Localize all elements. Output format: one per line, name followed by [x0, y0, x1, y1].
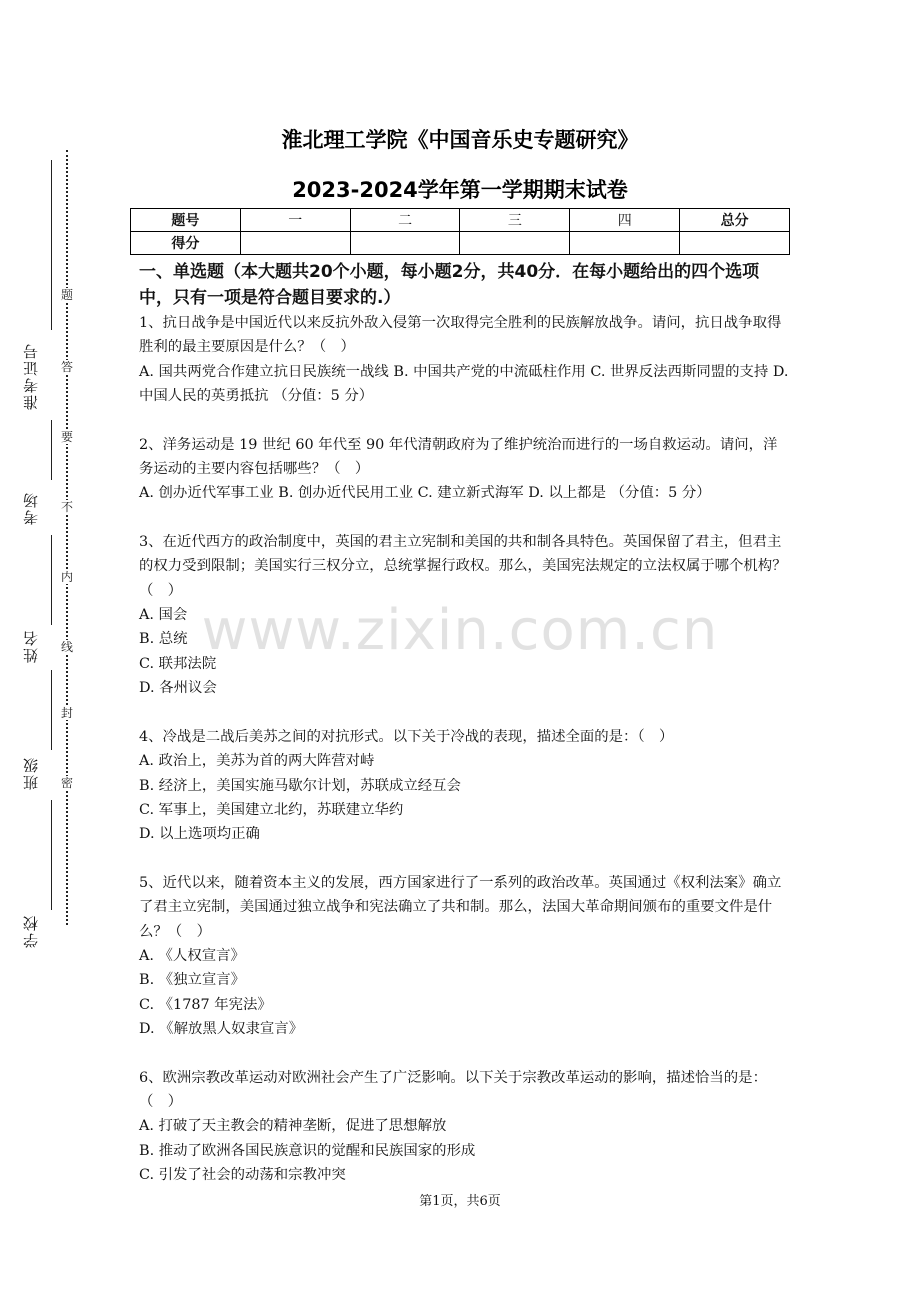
exam-room-field — [18, 420, 42, 525]
score-table-header-row — [131, 209, 790, 232]
seal-char: 要 — [60, 430, 73, 444]
school-line[interactable] — [51, 800, 52, 910]
seal-char: 密 — [60, 776, 73, 790]
exam-number-label: 准考证号 — [22, 342, 40, 410]
option-a: A. 《人权宣言》 — [139, 947, 245, 964]
score-header-cell: 题号 — [131, 209, 241, 232]
class-line[interactable] — [51, 670, 52, 750]
class-label: 班级 — [22, 756, 40, 790]
option-b: B. 《独立宣言》 — [139, 972, 246, 989]
option-d: D. 以上选项均正确 — [139, 826, 260, 843]
question-options: A. 国共两党合作建立抗日民族统一战线 B. 中国共产党的中流砥柱作用 C. 世界反法西斯同盟的支持 D. 中国人民的英勇抵抗 （分值：5 分） — [139, 363, 789, 405]
score-input-cell[interactable] — [350, 232, 460, 255]
option-a: A. 国会 — [139, 607, 188, 624]
page-footer: 第1页，共6页 — [419, 1194, 501, 1209]
score-table — [130, 208, 790, 255]
question-2 — [139, 433, 789, 506]
option-b: B. 推动了欧洲各国民族意识的觉醒和民族国家的形成 — [139, 1142, 476, 1159]
option-c: C. 《1787 年宪法》 — [139, 996, 272, 1013]
question-stem: 5、近代以来，随着资本主义的发展，西方国家进行了一系列的政治改革。英国通过《权利法案》确立了君主立宪制，美国通过独立战争和宪法确立了共和制。那么，法国大革命期间颁布的重要文件是什么？（ ） — [139, 874, 782, 940]
score-row-label: 得分 — [131, 232, 241, 255]
score-header-cell: 一 — [240, 209, 350, 232]
question-stem: 2、洋务运动是 19 世纪 60 年代至 90 年代清朝政府为了维护统治而进行的一场自救运动。请问，洋务运动的主要内容包括哪些？（ ） — [139, 436, 778, 478]
score-input-cell[interactable] — [680, 232, 790, 255]
seal-char: 答 — [60, 360, 73, 374]
question-4 — [139, 725, 789, 847]
score-input-cell[interactable] — [570, 232, 680, 255]
option-c: C. 联邦法院 — [139, 655, 217, 672]
seal-char: 内 — [60, 570, 73, 584]
seal-char: 不 — [60, 500, 73, 514]
option-b: B. 经济上，美国实施马歇尔计划，苏联成立经互会 — [139, 777, 461, 794]
exam-subtitle: 2023-2024学年第一学期期末试卷 — [292, 178, 628, 202]
question-6 — [139, 1066, 789, 1188]
question-stem: 3、在近代西方的政治制度中，英国的君主立宪制和美国的共和制各具特色。英国保留了君主，但君主的权力受到限制；美国实行三权分立，总统掌握行政权。那么，美国宪法规定的立法权属于哪个机构？（ ） — [139, 533, 787, 599]
exam-room-label: 考场 — [22, 491, 40, 525]
seal-char: 题 — [60, 288, 73, 302]
question-5 — [139, 871, 789, 1042]
score-input-cell[interactable] — [240, 232, 350, 255]
exam-room-line[interactable] — [51, 420, 52, 480]
option-c: C. 引发了社会的动荡和宗教冲突 — [139, 1167, 346, 1184]
class-field — [18, 670, 42, 790]
school-field — [18, 800, 42, 948]
exam-title: 淮北理工学院《中国音乐史专题研究》 — [281, 128, 639, 152]
score-input-cell[interactable] — [460, 232, 570, 255]
score-header-cell: 四 — [570, 209, 680, 232]
question-1 — [139, 311, 789, 409]
binding-dotted-line — [66, 150, 68, 925]
seal-char: 线 — [60, 640, 73, 654]
score-header-cell: 总分 — [680, 209, 790, 232]
score-header-cell: 三 — [460, 209, 570, 232]
exam-content — [139, 259, 789, 1188]
option-c: C. 军事上，美国建立北约，苏联建立华约 — [139, 801, 404, 818]
option-a: A. 政治上，美苏为首的两大阵营对峙 — [139, 753, 375, 770]
question-stem: 1、抗日战争是中国近代以来反抗外敌入侵第一次取得完全胜利的民族解放战争。请问，抗日战争取得胜利的最主要原因是什么？（ ） — [139, 315, 782, 356]
school-label: 学校 — [22, 914, 40, 948]
question-options: A. 创办近代军事工业 B. 创办近代民用工业 C. 建立新式海军 D. 以上都是 （分值：5 分） — [139, 485, 711, 502]
option-a: A. 打破了天主教会的精神垄断，促进了思想解放 — [139, 1118, 447, 1135]
question-stem: 4、冷战是二战后美苏之间的对抗形式。以下关于冷战的表现，描述全面的是：（ ） — [139, 728, 674, 745]
option-d: D. 《解放黑人奴隶宣言》 — [139, 1021, 304, 1038]
watermark-text: www.zixin.com.cn — [201, 598, 719, 663]
score-table-score-row — [131, 232, 790, 255]
option-d: D. 各州议会 — [139, 680, 217, 697]
seal-char: 封 — [60, 706, 73, 720]
question-stem: 6、欧洲宗教改革运动对欧洲社会产生了广泛影响。以下关于宗教改革运动的影响，描述恰当的是：（ ） — [139, 1069, 767, 1110]
name-label: 姓名 — [22, 629, 40, 663]
score-header-cell: 二 — [350, 209, 460, 232]
option-b: B. 总统 — [139, 631, 188, 648]
section-title: 一、单选题（本大题共20个小题，每小题2分，共40分．在每小题给出的四个选项中，只有一项是符合题目要求的.） — [139, 262, 760, 308]
